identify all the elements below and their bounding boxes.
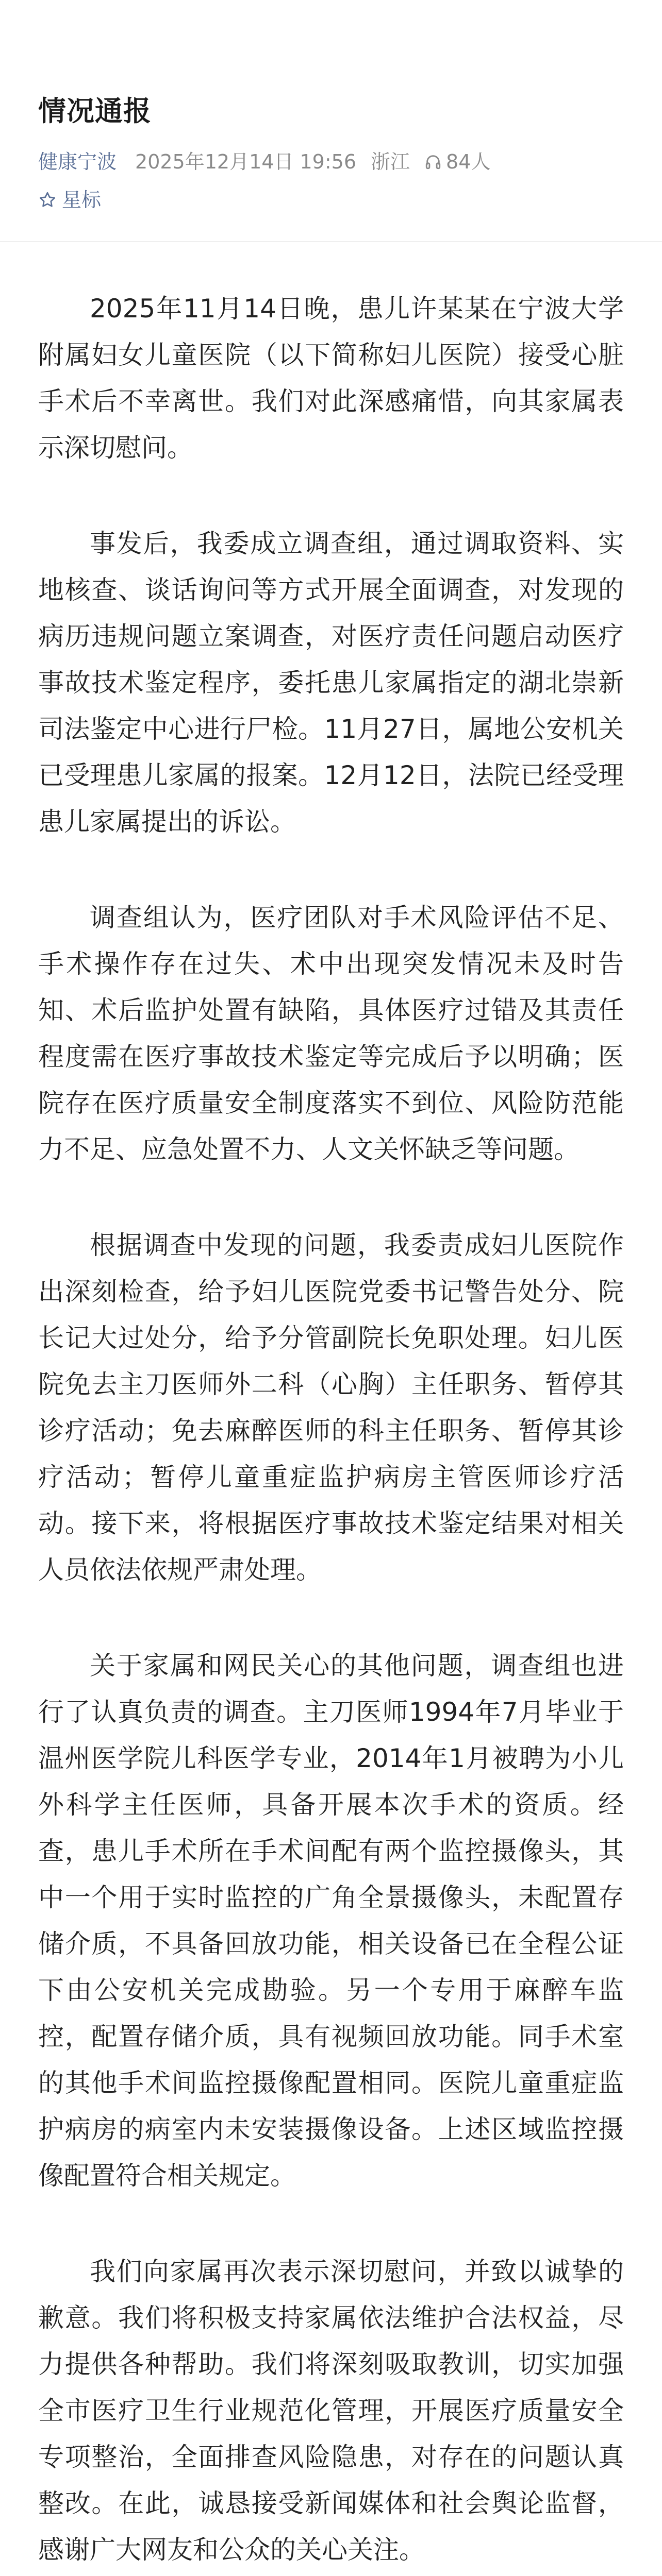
read-count-text: 84人 [446, 150, 491, 173]
author-link[interactable]: 健康宁波 [38, 150, 117, 173]
star-button[interactable] [38, 185, 624, 214]
paragraph: 2025年11月14日晚，患儿许某某在宁波大学附属妇女儿童医院（以下简称妇儿医院）接受心脏手术后不幸离世。我们对此深感痛惜，向其家属表示深切慰问。 [38, 294, 624, 463]
headphones-icon [424, 153, 442, 171]
article-title: 情况通报 [38, 95, 152, 127]
article-body [38, 285, 624, 2576]
publish-location: 浙江 [371, 150, 410, 173]
paragraph: 根据调查中发现的问题，我委责成妇儿医院作出深刻检查，给予妇儿医院党委书记警告处分、院长记大过处分，给予分管副院长免职处理。妇儿医院免去主刀医师外二科（心胸）主任职务、暂停其诊疗活动；免去麻醉医师的科主任职务、暂停其诊疗活动；暂停儿童重症监护病房主管医师诊疗活动。接下来，将根据医疗事故技术鉴定结果对相关人员依法依规严肃处理。 [38, 1230, 624, 1585]
paragraph: 事发后，我委成立调查组，通过调取资料、实地核查、谈话询问等方式开展全面调查，对发现的病历违规问题立案调查，对医疗责任问题启动医疗事故技术鉴定程序，委托患儿家属指定的湖北崇新司法鉴定中心进行尸检。11月27日，属地公安机关已受理患儿家属的报案。12月12日，法院已经受理患儿家属提出的诉讼。 [38, 529, 624, 837]
read-count[interactable] [424, 147, 490, 176]
article-meta [38, 147, 624, 176]
star-outline-icon [38, 191, 57, 209]
paragraph: 关于家属和网民关心的其他问题，调查组也进行了认真负责的调查。主刀医师1994年7月毕业于温州医学院儿科医学专业，2014年1月被聘为小儿外科学主任医师，具备开展本次手术的资质。经查，患儿手术所在手术间配有两个监控摄像头，其中一个用于实时监控的广角全景摄像头，未配置存储介质，不具备回放功能，相关设备已在全程公证下由公安机关完成勘验。另一个专用于麻醉车监控，配置存储介质，具有视频回放功能。同手术室的其他手术间监控摄像配置相同。医院儿童重症监护病房的病室内未安装摄像设备。上述区域监控摄像配置符合相关规定。 [38, 1651, 624, 2191]
publish-datetime: 2025年12月14日 19:56 [135, 150, 357, 173]
paragraph: 调查组认为，医疗团队对手术风险评估不足、手术操作存在过失、术中出现突发情况未及时告知、术后监护处置有缺陷，具体医疗过错及其责任程度需在医疗事故技术鉴定等完成后予以明确；医院存在医疗质量安全制度落实不到位、风险防范能力不足、应急处置不力、人文关怀缺乏等问题。 [38, 903, 624, 1164]
header-divider [0, 241, 662, 242]
star-label: 星标 [62, 189, 102, 211]
paragraph: 我们向家属再次表示深切慰问，并致以诚挚的歉意。我们将积极支持家属依法维护合法权益，尽力提供各种帮助。我们将深刻吸取教训，切实加强全市医疗卫生行业规范化管理，开展医疗质量安全专项整治，全面排查风险隐患，对存在的问题认真整改。在此，诚恳接受新闻媒体和社会舆论监督，感谢广大网友和公众的关心关注。 [38, 2257, 624, 2565]
